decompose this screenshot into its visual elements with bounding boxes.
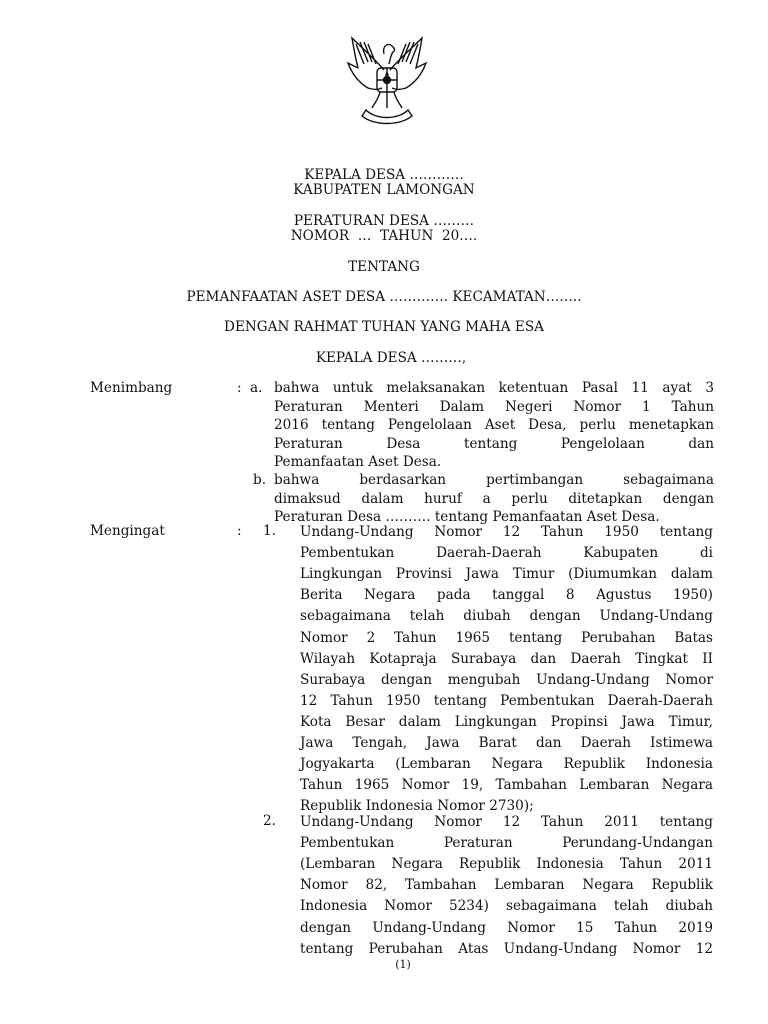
mengingat-item-1-line: sebagaimana telah diubah dengan Undang-Undang	[300, 608, 713, 625]
mengingat-item-2-line: Nomor 82, Tambahan Lembaran Negara Republik	[300, 877, 713, 894]
mengingat-item-1-line: Wilayah Kotapraja Surabaya dan Daerah Tingkat II	[300, 650, 713, 667]
menimbang-a-line: bahwa untuk melaksanakan ketentuan Pasal 11 ayat 3	[274, 380, 714, 396]
mengingat-item-1-line: Jogyakarta (Lembaran Negara Republik Indonesia	[300, 756, 713, 773]
page-number: (1)	[395, 958, 411, 971]
menimbang-b-marker: b.	[253, 472, 267, 488]
mengingat-item-2-line: (Lembaran Negara Republik Indonesia Tahun 2011	[300, 856, 713, 873]
menimbang-b-line: dimaksud dalam huruf a perlu ditetapkan dengan	[274, 490, 714, 507]
mengingat-item-1-line: Berita Negara pada tanggal 8 Agustus 1950)	[300, 587, 713, 604]
mengingat-item-2-line: Pembentukan Peraturan Perundang-Undangan	[300, 835, 713, 852]
mengingat-label: Mengingat	[90, 523, 165, 539]
mengingat-item-2-line: tentang Perubahan Atas Undang-Undang Nomor 12	[300, 940, 713, 957]
mengingat-item-1-line: 12 Tahun 1950 tentang Pembentukan Daerah-Daerah	[300, 692, 713, 709]
menimbang-b-line: Peraturan Desa ………. tentang Pemanfaatan Aset Desa.	[274, 509, 660, 526]
mengingat-item-1-line: Undang-Undang Nomor 12 Tahun 1950 tentang	[300, 524, 713, 540]
mengingat-item-1-line: Jawa Tengah, Jawa Barat dan Daerah Istimewa	[300, 735, 713, 751]
mengingat-item-2-line: dengan Undang-Undang Nomor 15 Tahun 2019	[300, 919, 713, 936]
mengingat-item-1-line: Surabaya dengan mengubah Undang-Undang Nomor	[300, 671, 713, 688]
mengingat-item-1-line: Republik Indonesia Nomor 2730);	[300, 798, 534, 815]
menimbang-a-line: Peraturan Menteri Dalam Negeri Nomor 1 Tahun	[274, 398, 714, 415]
mengingat-item-1-marker: 1.	[263, 523, 276, 539]
header-line-8: KEPALA DESA ………,	[315, 350, 467, 366]
header-line-3: PERATURAN DESA ………	[293, 213, 475, 229]
menimbang-a-line: Peraturan Desa tentang Pengelolaan dan	[274, 435, 714, 452]
mengingat-item-1-line: Kota Besar dalam Lingkungan Propinsi Jawa Timur,	[300, 713, 713, 730]
menimbang-label: Menimbang	[90, 380, 173, 396]
menimbang-colon: :	[237, 380, 242, 396]
header-line-2: KABUPATEN LAMONGAN	[293, 182, 475, 198]
header-line-1: KEPALA DESA …………	[304, 167, 464, 183]
mengingat-item-1-line: Nomor 2 Tahun 1965 tentang Perubahan Batas	[300, 629, 713, 646]
menimbang-a-marker: a.	[250, 380, 263, 396]
header-line-7: DENGAN RAHMAT TUHAN YANG MAHA ESA	[224, 319, 544, 335]
menimbang-a-line: 2016 tentang Pengelolaan Aset Desa, perlu menetapkan	[274, 417, 714, 434]
mengingat-colon: :	[237, 523, 242, 539]
garuda-pancasila-emblem-icon	[344, 30, 430, 130]
mengingat-item-1-line: Tahun 1965 Nomor 19, Tambahan Lembaran Negara	[300, 777, 713, 794]
header-line-4: NOMOR … TAHUN 20….	[290, 228, 478, 244]
header-line-5: TENTANG	[348, 259, 420, 275]
mengingat-item-1-line: Lingkungan Provinsi Jawa Timur (Diumumkan dalam	[300, 566, 713, 583]
mengingat-item-2-line: Undang-Undang Nomor 12 Tahun 2011 tentang	[300, 814, 713, 830]
header-line-6: PEMANFAATAN ASET DESA …………. KECAMATAN……..	[186, 289, 582, 305]
mengingat-item-2-line: Indonesia Nomor 5234) sebagaimana telah diubah	[300, 898, 713, 915]
menimbang-a-line: Pemanfaatan Aset Desa.	[274, 454, 442, 471]
mengingat-item-2-marker: 2.	[263, 813, 276, 829]
menimbang-b-line: bahwa berdasarkan pertimbangan sebagaimana	[274, 472, 714, 488]
mengingat-item-1-line: Pembentukan Daerah-Daerah Kabupaten di	[300, 545, 713, 562]
